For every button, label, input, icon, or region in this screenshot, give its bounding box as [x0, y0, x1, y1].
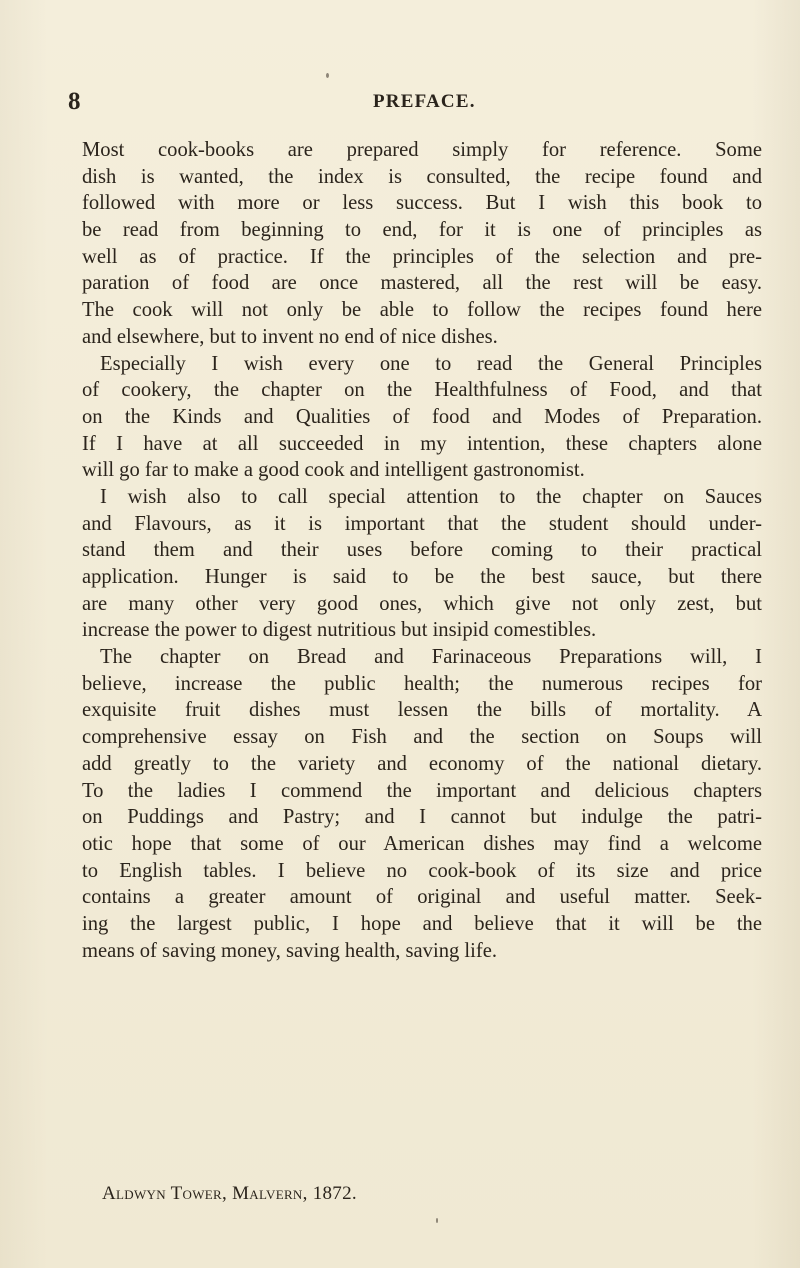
text-line: are many other very good ones, which give not only zest, but [82, 592, 762, 615]
ink-speck [326, 73, 329, 78]
text-line: believe, increase the public health; the numerous recipes for [82, 672, 762, 695]
text-line: increase the power to digest nutritious but insipid comestibles. [82, 619, 597, 642]
text-line: If I have at all succeeded in my intention, these chapters alone [82, 432, 762, 455]
text-line: exquisite fruit dishes must lessen the bills of mortality. A [82, 699, 762, 722]
text-line: ing the largest public, I hope and believe that it will be the [82, 912, 762, 935]
text-line: on Puddings and Pastry; and I cannot but indulge the patri- [82, 806, 762, 829]
signature-line: Aldwyn Tower, Malvern, 1872. [102, 1183, 357, 1204]
text-line: well as of practice. If the principles of the selection and pre- [82, 245, 762, 268]
text-line: will go far to make a good cook and intelligent gastronomist. [82, 459, 585, 482]
text-line: be read from beginning to end, for it is one of principles as [82, 219, 762, 242]
text-line: comprehensive essay on Fish and the section on Soups will [82, 726, 762, 749]
text-line: The chapter on Bread and Farinaceous Preparations will, I [100, 646, 762, 669]
text-line: stand them and their uses before coming to their practical [82, 539, 762, 562]
text-line: Especially I wish every one to read the General Principles [100, 352, 762, 375]
text-line: add greatly to the variety and economy of the national dietary. [82, 752, 762, 775]
text-line: and Flavours, as it is important that the student should under- [82, 512, 762, 535]
text-line: otic hope that some of our American dishes may find a welcome [82, 832, 762, 855]
text-line: followed with more or less success. But I wish this book to [82, 192, 762, 215]
text-line: I wish also to call special attention to the chapter on Sauces [100, 485, 762, 508]
text-line: dish is wanted, the index is consulted, the recipe found and [82, 165, 762, 188]
text-line: and elsewhere, but to invent no end of nice dishes. [82, 325, 498, 348]
text-line: paration of food are once mastered, all the rest will be easy. [82, 272, 762, 295]
ink-speck [436, 1218, 438, 1223]
text-line: Most cook-books are prepared simply for reference. Some [82, 139, 762, 161]
text-line: To the ladies I commend the important and delicious chapters [82, 779, 762, 802]
running-head: PREFACE. [373, 91, 476, 112]
text-line: means of saving money, saving health, saving life. [82, 939, 498, 962]
page-header [68, 88, 768, 118]
text-line: application. Hunger is said to be the best sauce, but there [82, 566, 762, 588]
text-line: of cookery, the chapter on the Healthfulness of Food, and that [82, 379, 762, 402]
text-line: on the Kinds and Qualities of food and Modes of Preparation. [82, 405, 762, 428]
text-line: The cook will not only be able to follow the recipes found here [82, 299, 762, 322]
page-number: 8 [68, 88, 81, 115]
text-line: contains a greater amount of original and useful matter. Seek- [82, 886, 762, 909]
preface-text [82, 137, 762, 964]
text-line: to English tables. I believe no cook-book of its size and price [82, 859, 762, 882]
